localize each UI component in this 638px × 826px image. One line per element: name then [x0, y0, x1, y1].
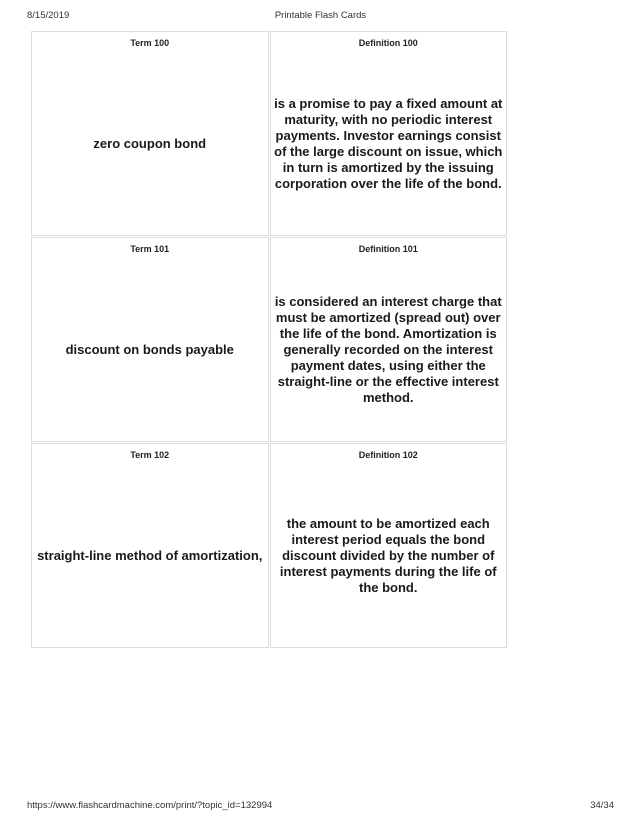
term-label: Term 102: [130, 450, 170, 460]
page-number: 34/34: [590, 800, 614, 811]
term-cell: [31, 443, 269, 648]
flash-card-grid: [31, 31, 507, 649]
print-date: 8/15/2019: [27, 10, 70, 21]
page-header: [27, 10, 614, 24]
definition-text: is considered an interest charge that must be amortized (spread out) over the life of the bond. Amortization is generally recorded on the interest payment dates, using either the straight-line or the effective interest method.: [274, 293, 502, 405]
card-row: [31, 237, 507, 443]
definition-cell: [270, 443, 508, 648]
page-title: Printable Flash Cards: [274, 10, 367, 21]
definition-label: Definition 101: [358, 244, 418, 254]
definition-label: Definition 102: [358, 450, 418, 460]
definition-cell: [270, 237, 508, 442]
definition-label: Definition 100: [358, 38, 418, 48]
definition-cell: [270, 31, 508, 236]
definition-text: the amount to be amortized each interest period equals the bond discount divided by the number of interest payments during the life of the bond.: [279, 515, 497, 595]
card-row: [31, 31, 507, 237]
term-label: Term 100: [130, 38, 170, 48]
term-text: zero coupon bond: [93, 136, 207, 151]
page-footer: [27, 800, 614, 814]
term-text: discount on bonds payable: [65, 342, 234, 357]
term-text: straight-line method of amortization,: [37, 548, 263, 563]
term-cell: [31, 237, 269, 442]
term-label: Term 101: [130, 244, 170, 254]
card-row: [31, 443, 507, 649]
term-cell: [31, 31, 269, 236]
page-url: https://www.flashcardmachine.com/print/?topic_id=132994: [27, 800, 273, 811]
definition-text: is a promise to pay a fixed amount at maturity, with no periodic interest payments. Investor earnings consist of the large discount on issue, which in turn is amortized by the issuing corporation over the life of the bond.: [274, 95, 503, 191]
